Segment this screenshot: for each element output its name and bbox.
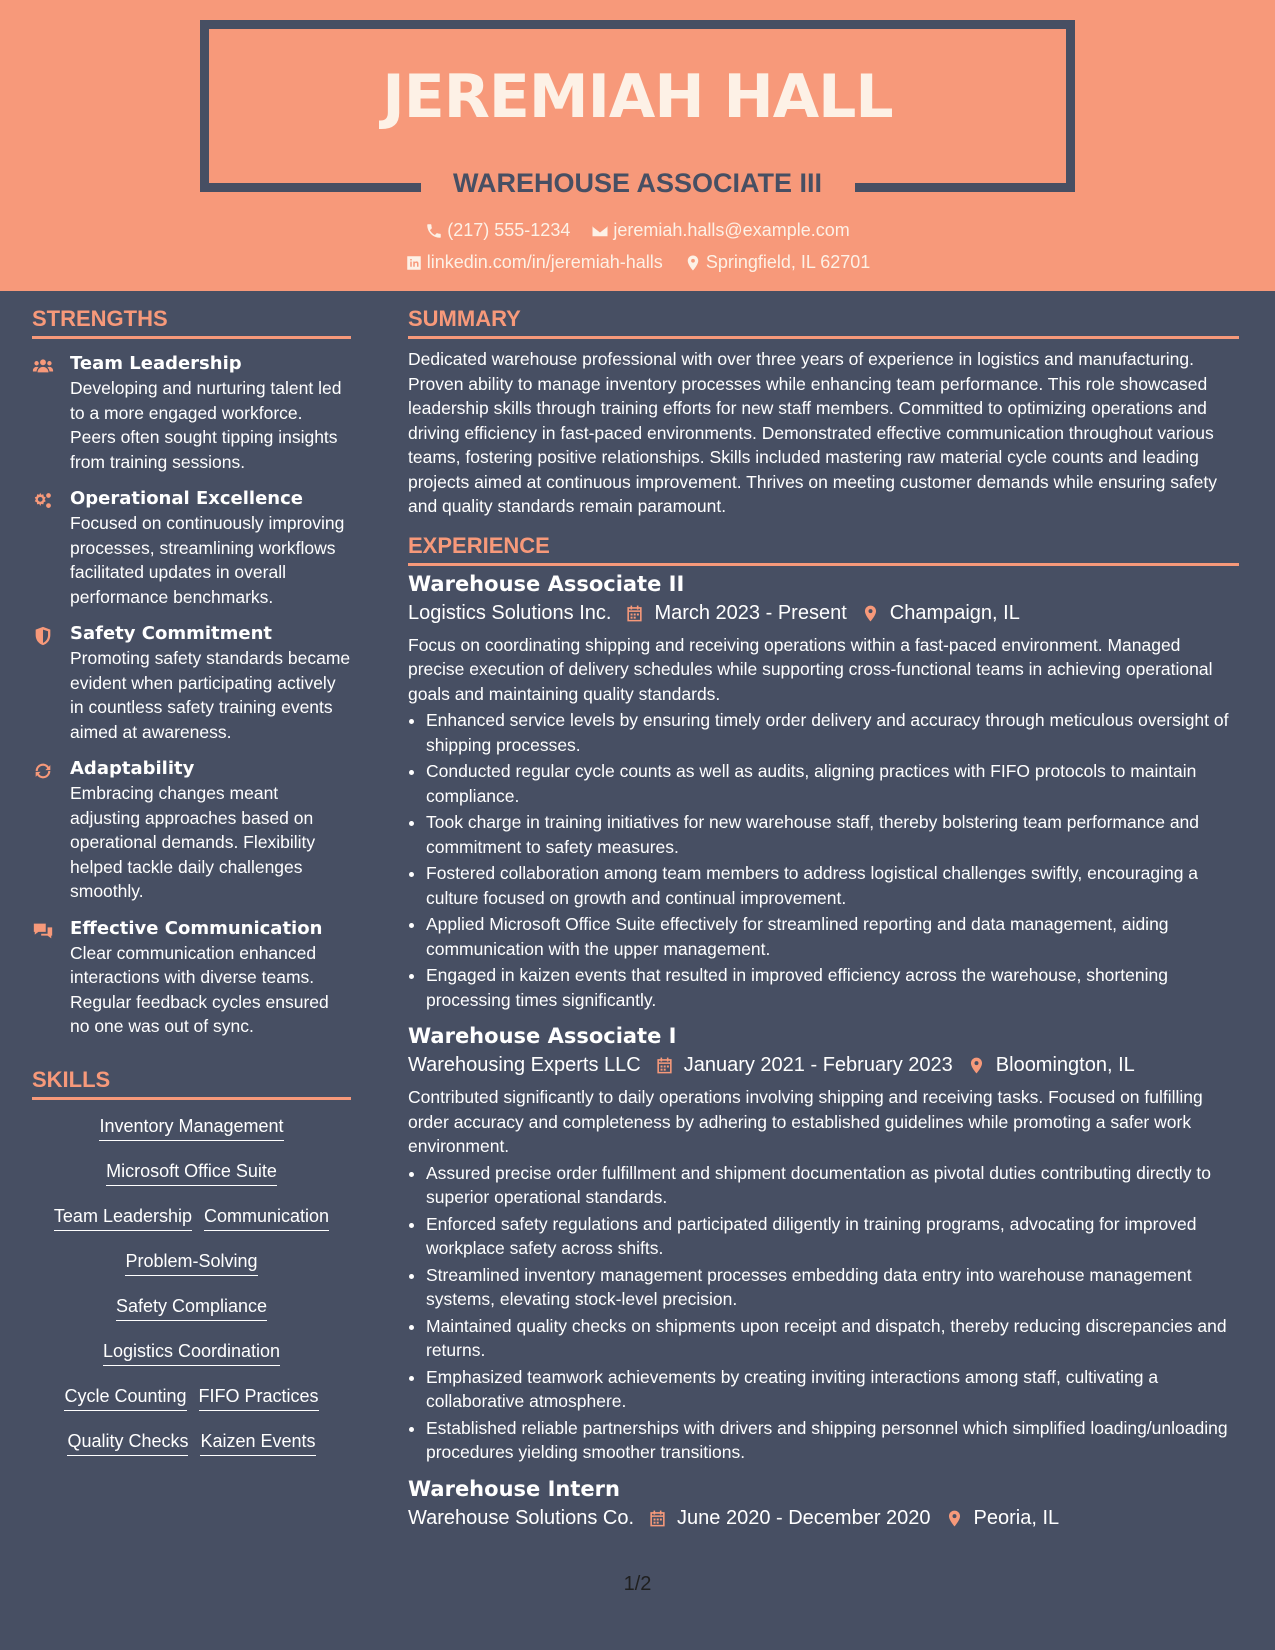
strength-item [32,758,351,904]
strength-title: Team Leadership [70,353,242,374]
summary-text: Dedicated warehouse professional with over three years of experience in logistics and manufacturing. Proven ability to manage inventory processes while enhancing team performance. This role showcased leadership skills through training efforts for new staff members. Committed to optimizing operations and driving efficiency in fast-paced environments. Demonstrated effective communication throughout various teams, fostering positive relationships. Skills included mastering raw material cycle counts and leading projects aimed at continuous improvement. Thrives on meeting customer demands while ensuring safety and quality standards remain paramount. [408,349,1217,516]
strength-item [32,488,351,609]
skill-tag: Kaizen Events [200,1431,315,1456]
job-dates: March 2023 - Present [654,601,847,624]
email-text: jeremiah.halls@example.com [613,220,850,240]
email-contact[interactable] [591,220,849,241]
job-location: Bloomington, IL [995,1054,1135,1076]
job-company: Warehousing Experts LLC [408,1054,641,1076]
envelope-icon [591,222,609,240]
main-column [408,306,1239,1530]
strength-item [32,918,351,1039]
candidate-name: JEREMIAH HALL [382,62,893,132]
list-item: • Enforced safety regulations and participated diligently in training programs, advocating for improved workplace safety across shifts. [426,1212,1239,1261]
location-text: Springfield, IL 62701 [705,252,871,272]
job-description: Focus on coordinating shipping and receiving operations within a fast-paced environment. Managed precise execution of delivery schedules while supporting cross-functional teams in achieving operational goals and maintaining quality standards. [408,634,1213,704]
name-frame [200,20,1075,29]
job-meta [408,1054,1239,1077]
job-description: Contributed significantly to daily operations involving shipping and receiving tasks. Focused on fulfilling order accuracy and completeness by adhering to established guidelines while promoting a safer work environment. [408,1087,1203,1156]
users-icon [32,355,54,377]
job-meta [408,602,1239,625]
skill-tag: Problem-Solving [125,1251,257,1276]
sidebar [32,306,351,1476]
skill-tag: Quality Checks [67,1431,188,1456]
linkedin-icon [405,254,423,272]
job-dates: January 2021 - February 2023 [683,1054,953,1076]
job-company: Warehouse Solutions Co. [408,1506,635,1529]
experience-heading: EXPERIENCE [408,533,1239,566]
phone-text: (217) 555-1234 [447,220,571,240]
skill-tag: Cycle Counting [64,1386,186,1411]
strength-title: Safety Commitment [70,623,272,644]
gears-icon [32,490,54,512]
map-pin-icon [684,254,702,272]
list-item: • Established reliable partnerships with drivers and shipping personnel which simplified loading/unloading procedures yielding smoother transitions. [426,1416,1239,1465]
list-item: • Applied Microsoft Office Suite effectively for streamlined reporting and data management, aiding communication with the upper management. [426,912,1239,961]
job-entry [408,1024,1239,1465]
summary-heading: SUMMARY [408,306,1239,339]
sync-icon [32,760,54,782]
strength-item [32,353,351,474]
skills-list [32,1116,351,1476]
strength-desc: Clear communication enhanced interactions with diverse teams. Regular feedback cycles ensured no one was out of sync. [70,942,329,1036]
skill-tag: Logistics Coordination [103,1341,280,1366]
list-item: • Maintained quality checks on shipments upon receipt and dispatch, thereby reducing discrepancies and returns. [426,1314,1239,1363]
strength-title: Adaptability [70,758,195,779]
list-item: • Engaged in kaizen events that resulted in improved efficiency across the warehouse, shortening processing times significantly. [426,963,1239,1012]
page-number: 1/2 [623,1573,652,1595]
job-bullets [408,1161,1239,1465]
contact-row [0,220,1275,245]
skills-heading: SKILLS [32,1067,351,1100]
strength-desc: Developing and nurturing talent led to a more engaged workforce. Peers often sought tipping insights from training sessions. [70,378,342,472]
job-position: Warehouse Intern [408,1476,620,1501]
list-item: • Enhanced service levels by ensuring timely order delivery and accuracy through meticulous oversight of shipping processes. [426,708,1239,757]
list-item: • Assured precise order fulfillment and shipment documentation as pivotal duties contributing directly to superior operational standards. [426,1161,1239,1210]
phone-icon [425,222,443,240]
job-title: WAREHOUSE ASSOCIATE III [452,168,823,198]
strength-title: Effective Communication [70,917,323,939]
job-bullets [408,708,1239,1012]
calendar-icon [648,1509,667,1528]
strength-item [32,623,351,744]
job-location: Peoria, IL [973,1506,1060,1529]
map-pin-icon [945,1509,964,1528]
skill-tag: Communication [204,1206,329,1231]
map-pin-icon [967,1056,986,1075]
strength-title: Operational Excellence [70,488,303,509]
job-entry [408,572,1239,1013]
job-position: Warehouse Associate II [408,571,685,596]
strengths-heading: STRENGTHS [32,306,351,339]
phone-contact[interactable] [425,220,570,241]
linkedin-contact[interactable] [405,252,663,273]
skill-tag: Safety Compliance [116,1296,267,1321]
list-item: • Streamlined inventory management processes embedding data entry into warehouse management systems, elevating stock-level precision. [426,1263,1239,1312]
list-item: • Fostered collaboration among team members to address logistical challenges swiftly, encouraging a culture focused on growth and continual improvement. [426,861,1239,910]
strength-desc: Focused on continuously improving processes, streamlining workflows facilitated updates in overall performance benchmarks. [70,513,345,607]
contact-row [0,252,1275,277]
header-banner [0,0,1275,291]
map-pin-icon [861,604,880,623]
comments-icon [32,920,54,942]
skill-tag: Inventory Management [99,1116,283,1141]
job-meta [408,1507,1239,1530]
linkedin-text: linkedin.com/in/jeremiah-halls [426,252,663,272]
skill-tag: FIFO Practices [199,1386,319,1411]
calendar-icon [655,1056,674,1075]
location-contact [684,252,870,273]
list-item: • Emphasized teamwork achievements by creating inviting interactions among staff, cultivating a collaborative atmosphere. [426,1365,1239,1414]
strength-desc: Promoting safety standards became evident when participating actively in countless safety training events aimed at awareness. [70,648,351,742]
list-item: • Conducted regular cycle counts as well as audits, aligning practices with FIFO protocols to maintain compliance. [426,759,1239,808]
shield-icon [32,625,54,647]
strength-desc: Embracing changes meant adjusting approaches based on operational demands. Flexibility helped tackle daily challenges smoothly. [70,783,316,901]
job-company: Logistics Solutions Inc. [408,601,612,624]
job-dates: June 2020 - December 2020 [677,1506,931,1529]
job-entry [408,1477,1239,1530]
list-item: • Took charge in training initiatives for new warehouse staff, thereby bolstering team performance and commitment to safety measures. [426,810,1239,859]
job-location: Champaign, IL [889,601,1020,624]
calendar-icon [625,604,644,623]
job-position: Warehouse Associate I [408,1024,677,1048]
skill-tag: Team Leadership [54,1206,192,1231]
skill-tag: Microsoft Office Suite [106,1161,277,1186]
